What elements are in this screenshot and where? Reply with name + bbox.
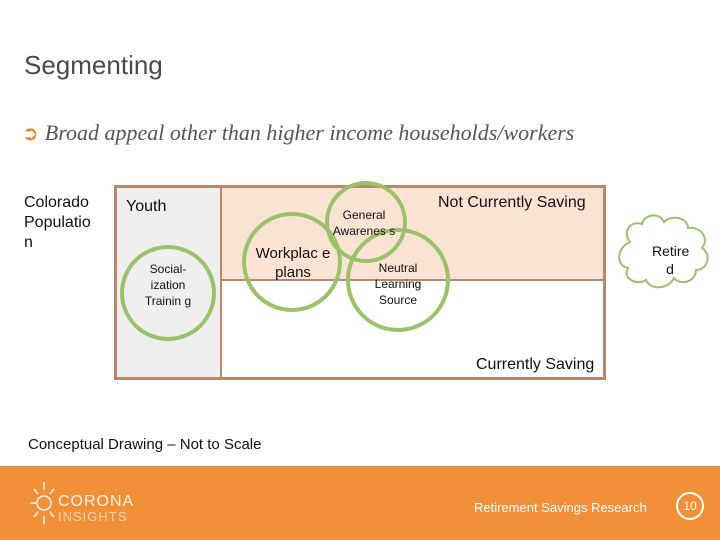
neutral-source-label: Neutral Learning Source — [374, 261, 422, 307]
logo-text-insights: INSIGHTS — [58, 509, 128, 524]
bullet-text: Broad appeal other than higher income households/workers — [44, 120, 575, 145]
workplace-label: Workplac e plans — [255, 245, 331, 281]
retired-label: Retire d — [652, 243, 690, 277]
footer-source: Retirement Savings Research — [474, 500, 647, 515]
general-awareness-label: General Awarenes s — [332, 208, 396, 238]
page-number: 10 — [676, 492, 704, 520]
caption: Conceptual Drawing – Not to Scale — [28, 436, 262, 453]
population-label: Colorado Populatio n — [24, 194, 91, 251]
not-saving-label: Not Currently Saving — [438, 194, 586, 211]
arrow-bullet-icon: ➲ — [22, 121, 39, 145]
logo-text-corona: CORONA — [58, 493, 135, 510]
youth-label: Youth — [126, 198, 167, 215]
socialization-label: Social-ization Trainin g — [144, 262, 192, 308]
currently-saving-label: Currently Saving — [476, 356, 595, 373]
slide-title: Segmenting — [24, 50, 163, 80]
